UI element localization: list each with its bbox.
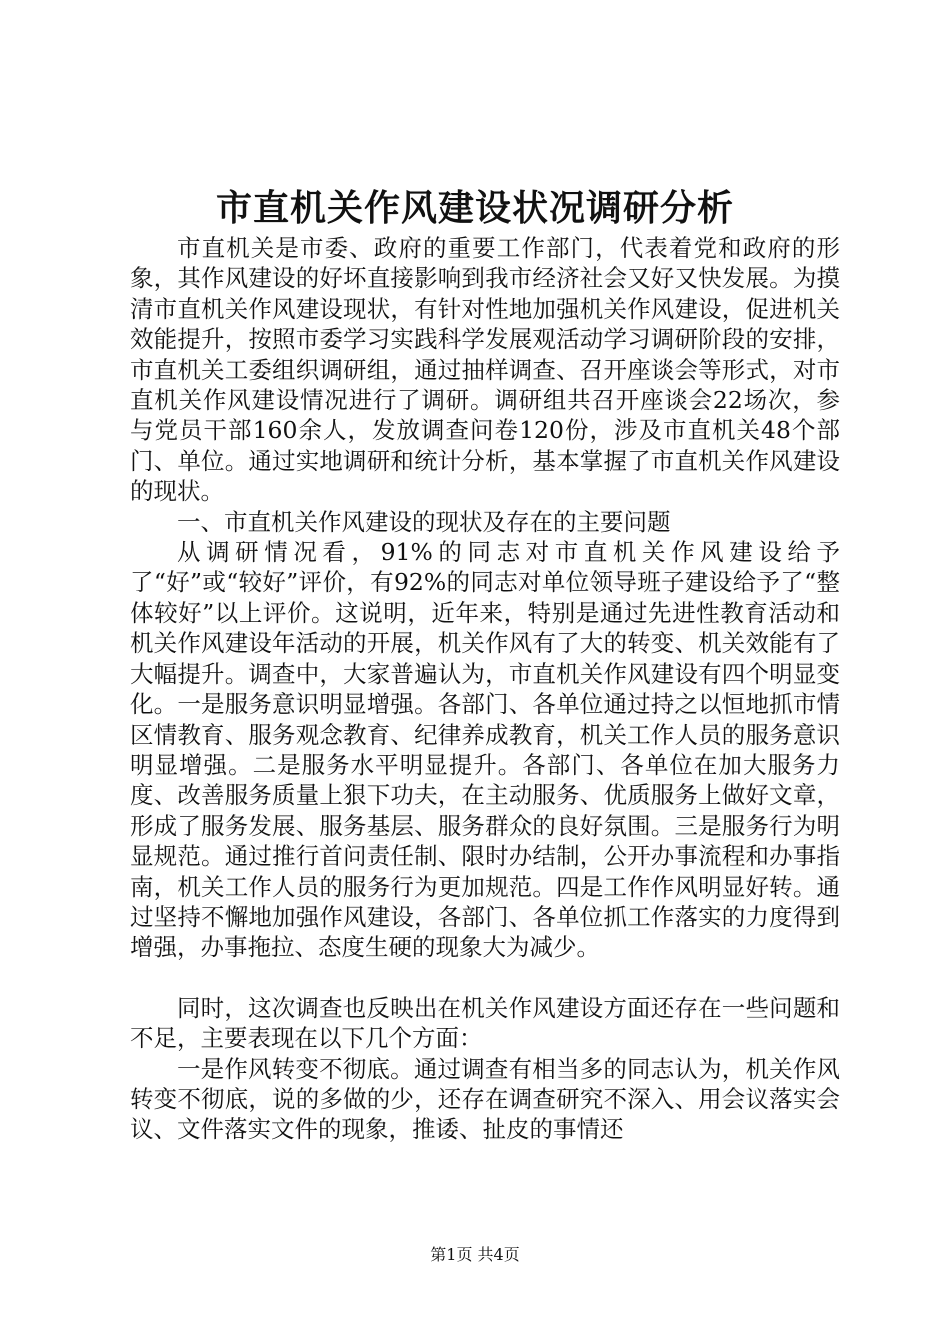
section-heading-1: 一、市直机关作风建设的现状及存在的主要问题 [177, 507, 671, 536]
page-footer: 第1页 共4页 [430, 1245, 520, 1264]
paragraph-problems-intro: 同时，这次调查也反映出在机关作风建设方面还存在一些问题和不足，主要表现在以下几个方面： [130, 993, 840, 1053]
paragraph-spacer [130, 963, 840, 993]
paragraph-intro: 市直机关是市委、政府的重要工作部门，代表着党和政府的形象，其作风建设的好坏直接影响到我市经济社会又好又快发展。为摸清市直机关作风建设现状，有针对性地加强机关作风建设，促进机关效能提升，按照市委学习实践科学发展观活动学习调研阶段的安排，市直机关工委组织调研组，通过抽样调查、召开座谈会等形式，对市直机关作风建设情况进行了调研。调研组共召开座谈会22场次，参与党员干部160余人，发放调查问卷120份，涉及市直机关48个部门、单位。通过实地调研和统计分析，基本掌握了市直机关作风建设的现状。 [130, 234, 840, 506]
paragraph-problem-1: 一是作风转变不彻底。通过调查有相当多的同志认为，机关作风转变不彻底，说的多做的少，还存在调查研究不深入、用会议落实会议、文件落实文件的现象，推诿、扯皮的事情还 [130, 1054, 840, 1144]
document-body [130, 233, 840, 1145]
document-title: 市直机关作风建设状况调研分析 [215, 187, 734, 229]
paragraph-survey-results: 从调研情况看，91%的同志对市直机关作风建设给予了“好”或“较好”评价，有92%的同志对单位领导班子建设给予了“整体较好”以上评价。这说明，近年来，特别是通过先进性教育活动和机关作风建设年活动的开展，机关作风有了大的转变、机关效能有了大幅提升。调查中，大家普遍认为，市直机关作风建设有四个明显变化。一是服务意识明显增强。各部门、各单位通过持之以恒地抓市情区情教育、服务观念教育、纪律养成教育，机关工作人员的服务意识明显增强。二是服务水平明显提升。各部门、各单位在加大服务力度、改善服务质量上狠下功夫，在主动服务、优质服务上做好文章，形成了服务发展、服务基层、服务群众的良好氛围。三是服务行为明显规范。通过推行首问责任制、限时办结制，公开办事流程和办事指南，机关工作人员的服务行为更加规范。四是工作作风明显好转。通过坚持不懈地加强作风建设，各部门、各单位抓工作落实的力度得到增强，办事拖拉、态度生硬的现象大为减少。 [130, 538, 840, 962]
